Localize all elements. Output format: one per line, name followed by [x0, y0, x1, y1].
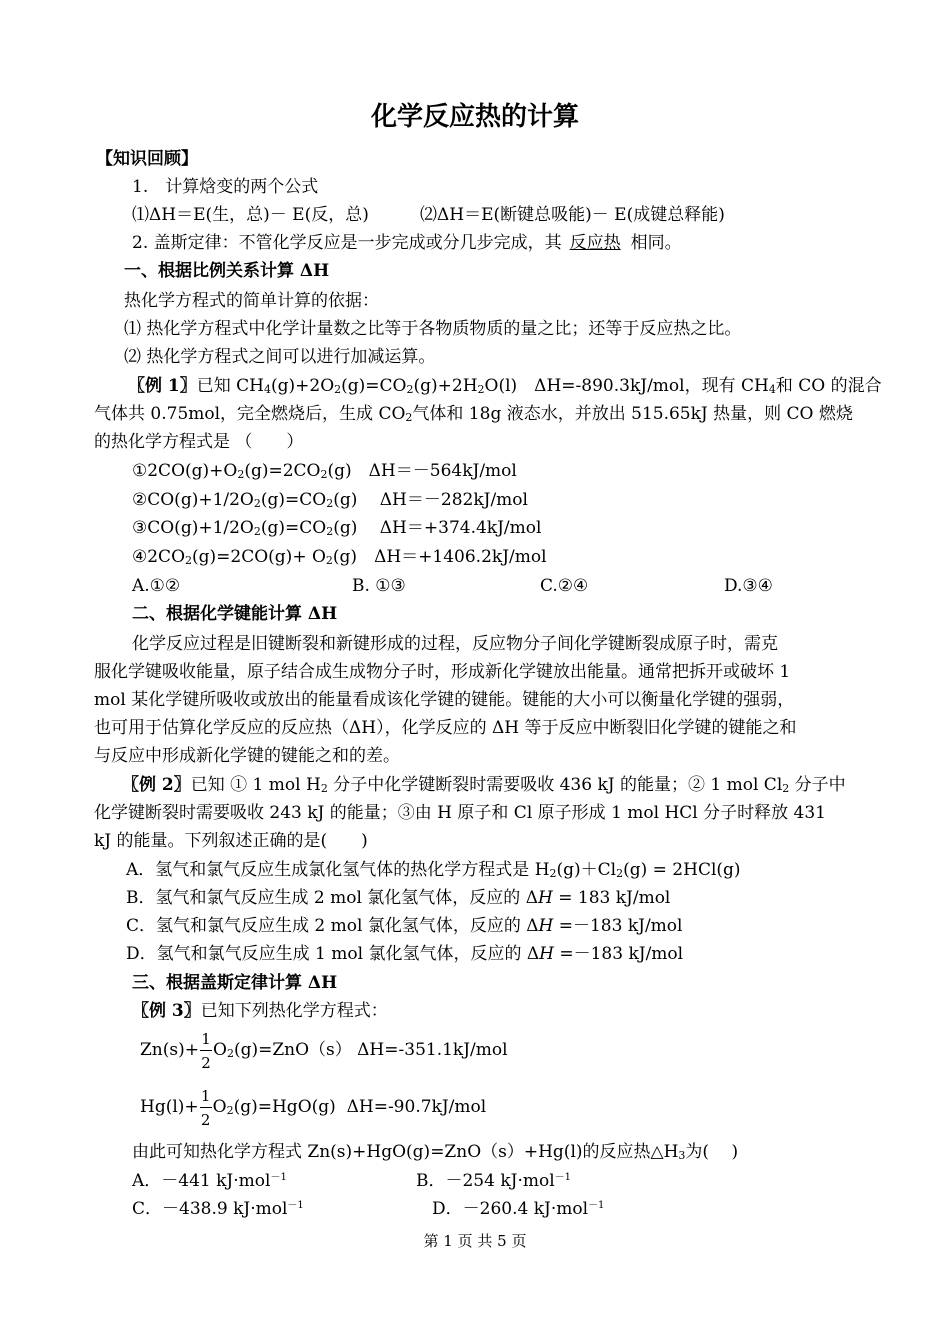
example-3-label: 〖例 3〗 — [132, 1001, 201, 1021]
equation-1-dh: ΔH=-351.1kJ/mol — [357, 1040, 508, 1060]
example-3-intro — [132, 998, 388, 1024]
section-1-basis: 热化学方程式的简单计算的依据： — [124, 291, 379, 311]
example-1-choice-a: A.①② — [132, 576, 181, 596]
example-1-option-4: $④2CO_2(g)=2CO(g)+ O_2(g)$ ΔH＝+1406.2kJ/mol — [132, 547, 547, 567]
example-1-text-5: 气体和 18g 液态水，并放出 515.65kJ 热量，则 CO 燃烧 — [412, 404, 853, 424]
choice-d-text: D．－260.4 kJ·mol — [432, 1199, 589, 1219]
example-1-text-4: 气体共 0.75mol，完全燃烧后，生成 CO — [94, 404, 406, 424]
example-2-option-b: B．氢气和氯气反应生成 2 mol 氯化氢气体，反应的 ΔH = 183 kJ/mol — [126, 888, 671, 908]
option-b-value: = 183 kJ/mol — [552, 888, 671, 908]
example-3-choice-a: A．－441 kJ·mol$^{-1}$ — [132, 1171, 287, 1191]
section-2-line-5: 与反应中形成新化学键的键能之和的差。 — [94, 746, 400, 766]
example-1-choice-d: D.③④ — [724, 576, 773, 596]
example-3-question: 由此可知热化学方程式 Zn(s)+HgO(g)=ZnO（s）+Hg(l)的反应热$\triangle H_3$为( ) — [132, 1142, 739, 1162]
page-footer: 第 1 页 共 5 页 — [423, 1232, 527, 1250]
example-3-choice-c: C．－438.9 kJ·mol$^{-1}$ — [132, 1199, 304, 1219]
example-3-intro-text: 已知下列热化学方程式： — [200, 1001, 388, 1021]
option-d-value: =－183 kJ/mol — [553, 944, 684, 964]
hess-law-blank: 反应热 — [569, 233, 621, 253]
example-1-choice-b: B. ①③ — [352, 576, 406, 596]
formula-2: ⑵ΔH＝E(断键总吸能)－ E(成键总释能) — [420, 205, 725, 225]
formula-1: ⑴ΔH＝E(生，总)－ E(反，总) — [132, 205, 369, 225]
choice-b-text: B．－254 kJ·mol — [416, 1171, 555, 1191]
equation-2-dh: ΔH=-90.7kJ/mol — [346, 1097, 487, 1117]
example-1-option-3: $③CO(g)+1/2O_2(g)=CO_2(g)$ ΔH＝+374.4kJ/mol — [132, 518, 542, 538]
example-1-option-2: $②CO(g)+1/2O_2(g)=CO_2(g)$ ΔH＝－282kJ/mol — [132, 490, 528, 510]
example-3-choice-b: B．－254 kJ·mol$^{-1}$ — [416, 1171, 572, 1191]
example-2-line-3: kJ 的能量。下列叙述正确的是( ) — [94, 831, 368, 851]
review-header: 【知识回顾】 — [96, 149, 198, 169]
example-1-choice-c: C.②④ — [540, 576, 589, 596]
example-1-text: 已知 — [196, 376, 237, 396]
option-a-equation: $H_2(g)+Cl_2(g) = 2HCl(g)$ — [534, 860, 741, 880]
example-2-line-2: 化学键断裂时需要吸收 243 kJ 的能量；③由 H 原子和 Cl 原子形成 1 mol HCl 分子时释放 431 — [94, 803, 827, 823]
option-b-text: B．氢气和氯气反应生成 2 mol 氯化氢气体，反应的 Δ — [126, 888, 538, 908]
example-1-text-3: 和 CO 的混合 — [775, 376, 882, 396]
example-2-text-2: 分子中化学键断裂时需要吸收 436 kJ 的能量；② 1 mol Cl — [327, 775, 783, 795]
option-d-text: D．氢气和氯气反应生成 1 mol 氯化氢气体，反应的 Δ — [126, 944, 540, 964]
section-2-line-4: 也可用于估算化学反应的反应热（ΔH），化学反应的 ΔH 等于反应中断裂旧化学键的键能之和 — [94, 718, 797, 738]
section-3-title: 三、根据盖斯定律计算 ΔH — [132, 973, 338, 993]
option-3-dh: ΔH＝+374.4kJ/mol — [379, 518, 542, 538]
section-2-line-2: 服化学键吸收能量，原子结合成生成物分子时，形成新化学键放出能量。通常把拆开或破坏 1 — [94, 662, 791, 682]
example-3-choice-d: D．－260.4 kJ·mol$^{-1}$ — [432, 1199, 605, 1219]
example-3-equation-1: Zn(s)+ $\frac{1}{2}$ $O_2(g)=ZnO(s)$ ΔH=-351.1kJ/mol — [140, 1029, 508, 1072]
option-4-dh: ΔH＝+1406.2kJ/mol — [374, 547, 547, 567]
choice-c-text: C．－438.9 kJ·mol — [132, 1199, 288, 1219]
hess-law-text: 2. 盖斯定律：不管化学反应是一步完成或分几步完成，其 — [132, 233, 562, 253]
section-1-title: 一、根据比例关系计算 ΔH — [124, 261, 330, 281]
example-2-option-a — [126, 857, 741, 883]
hess-law-end: 相同。 — [630, 233, 682, 253]
review-item-1: 1. 计算焓变的两个公式 — [132, 177, 319, 197]
example-3-equation-2: Hg(l)+ $\frac{1}{2}$ $O_2(g)=HgO(g)$ ΔH=-90.7kJ/mol — [140, 1086, 487, 1129]
example-2-label: 〖例 2〗 — [122, 775, 191, 795]
option-c-text: C．氢气和氯气反应生成 2 mol 氯化氢气体，反应的 Δ — [126, 916, 539, 936]
example-1-line-2: 气体共 0.75mol，完全燃烧后，生成 $CO_2$气体和 18g 液态水，并放出 515.65kJ 热量，则 CO 燃烧 — [94, 404, 853, 424]
example-1-option-1: $①2CO(g)+O_2(g)=2CO_2(g)$ ΔH＝－564kJ/mol — [132, 461, 517, 481]
example-3-question-end: 为( ) — [685, 1142, 739, 1162]
section-2-line-1: 化学反应过程是旧键断裂和新键形成的过程，反应物分子间化学键断裂成原子时，需克 — [132, 634, 778, 654]
section-2-line-3: mol 某化学键所吸收或放出的能量看成该化学键的键能。键能的大小可以衡量化学键的强弱， — [94, 690, 795, 710]
example-1-text-2: =-890.3kJ/mol，现有 CH — [561, 376, 769, 396]
example-1-equation: $CH_4(g)+2O_2(g)=CO_2(g)+2H_2O(l)$ ΔH — [236, 376, 562, 396]
option-1-dh: ΔH＝－564kJ/mol — [368, 461, 517, 481]
option-a-text: A．氢气和氯气反应生成氯化氢气体的热化学方程式是 — [126, 860, 535, 880]
example-1-label: 〖例 1〗 — [128, 376, 197, 396]
example-2-text-3: 分子中 — [789, 775, 846, 795]
hess-law-line — [132, 230, 682, 256]
example-1-line-1: 〖例 1〗已知 $CH_4(g)+2O_2(g)=CO_2(g)+2H_2O(l)$ ΔH=-890.3kJ/mol，现有 $CH_4$和 CO 的混合 — [128, 376, 882, 396]
example-2-option-c: C．氢气和氯气反应生成 2 mol 氯化氢气体，反应的 ΔH =－183 kJ/mol — [126, 916, 683, 936]
section-2-title: 二、根据化学键能计算 ΔH — [132, 604, 338, 624]
option-c-value: =－183 kJ/mol — [553, 916, 683, 936]
section-1-rule-2: ⑵ 热化学方程式之间可以进行加减运算。 — [124, 347, 436, 367]
example-2-line-1: 〖例 2〗已知 ① 1 mol $H_2$ 分子中化学键断裂时需要吸收 436 kJ 的能量；② 1 mol $Cl_2$ 分子中 — [122, 775, 846, 795]
page-title: 化学反应热的计算 — [370, 102, 579, 132]
choice-a-text: A．－441 kJ·mol — [132, 1171, 271, 1191]
example-1-line-3: 的热化学方程式是 （ ） — [94, 432, 304, 452]
option-2-dh: ΔH＝－282kJ/mol — [379, 490, 528, 510]
example-3-question-text: 由此可知热化学方程式 Zn(s)+HgO(g)=ZnO（s）+Hg(l)的反应热△H — [132, 1142, 679, 1162]
example-2-text-1: 已知 ① 1 mol H — [190, 775, 321, 795]
section-1-rule-1: ⑴ 热化学方程式中化学计量数之比等于各物质物质的量之比；还等于反应热之比。 — [124, 319, 742, 339]
example-2-option-d: D．氢气和氯气反应生成 1 mol 氯化氢气体，反应的 ΔH =－183 kJ/mol — [126, 944, 684, 964]
